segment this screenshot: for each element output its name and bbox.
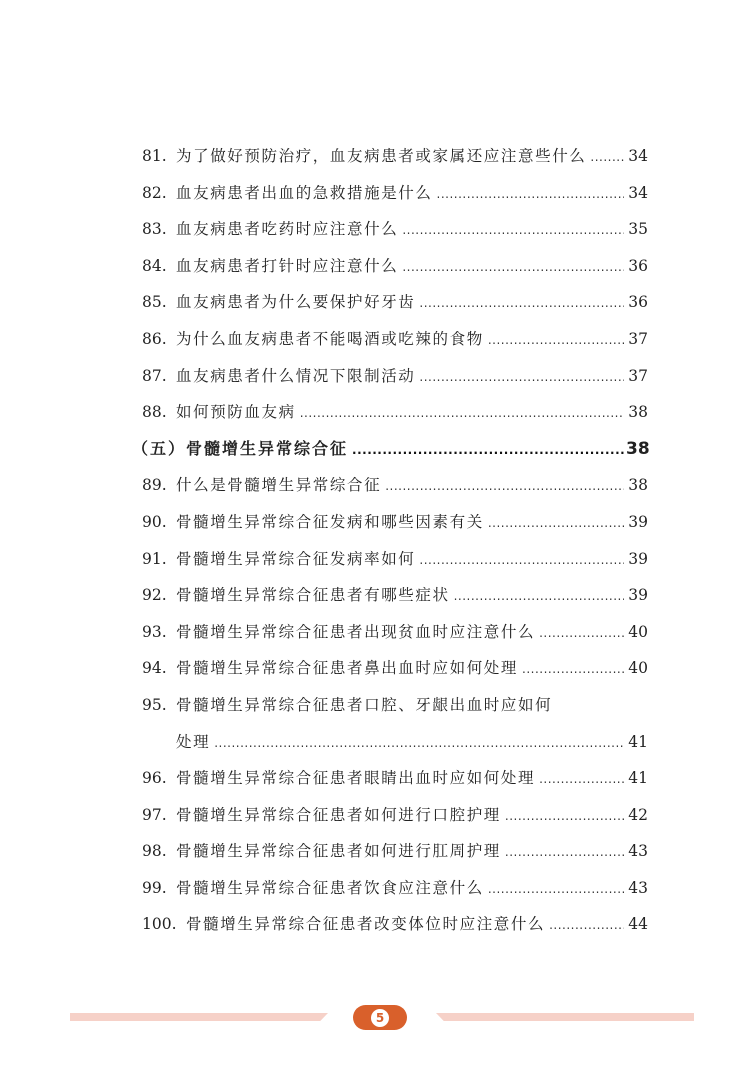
toc-entry[interactable] [142, 650, 648, 687]
entry-title: 骨髓增生异常综合征患者出现贫血时应注意什么 [176, 622, 536, 641]
dot-leader [437, 176, 624, 213]
entry-page: 35 [628, 220, 648, 239]
dot-leader [539, 761, 624, 798]
entry-number: 87. [142, 366, 167, 385]
dot-leader [539, 615, 624, 652]
entry-title: 骨髓增生异常综合征患者眼睛出血时应如何处理 [176, 769, 536, 788]
dot-leader [505, 798, 624, 835]
dot-leader [419, 542, 624, 579]
entry-number: 92. [142, 586, 167, 605]
toc-entry[interactable] [142, 138, 648, 175]
entry-page: 41 [628, 732, 648, 751]
page-number: 5 [371, 1009, 389, 1027]
toc-entry[interactable] [142, 175, 648, 212]
toc-entry[interactable] [142, 394, 648, 431]
entry-number: 89. [142, 476, 167, 495]
entry-page: 36 [628, 293, 648, 312]
toc-entry[interactable] [142, 614, 648, 651]
footer-decor-bar-right [436, 1013, 694, 1021]
entry-number: 96. [142, 769, 167, 788]
entry-title: 骨髓增生异常综合征患者如何进行肛周护理 [176, 842, 501, 861]
entry-title-continuation: 处理 [176, 732, 211, 751]
section-page: 38 [626, 438, 650, 459]
toc-entry[interactable] [142, 541, 648, 578]
entry-number: 90. [142, 512, 167, 531]
toc-entry[interactable] [142, 577, 648, 614]
entry-title: 血友病患者打针时应注意什么 [176, 256, 399, 275]
entry-number: 82. [142, 183, 167, 202]
entry-page: 43 [628, 842, 648, 861]
entry-title: 什么是骨髓增生异常综合征 [176, 476, 382, 495]
entry-title: 骨髓增生异常综合征发病和哪些因素有关 [176, 512, 484, 531]
entry-title: 血友病患者为什么要保护好牙齿 [176, 293, 416, 312]
entry-page: 34 [628, 147, 648, 165]
toc-entry[interactable] [142, 211, 648, 248]
toc-section-heading[interactable] [132, 431, 648, 468]
entry-title: 骨髓增生异常综合征患者改变体位时应注意什么 [186, 915, 546, 934]
entry-page: 39 [628, 512, 648, 531]
entry-number: 99. [142, 878, 167, 897]
entry-title: 如何预防血友病 [176, 403, 296, 422]
dot-leader [488, 505, 624, 542]
toc-entry[interactable] [142, 870, 648, 907]
entry-title: 血友病患者什么情况下限制活动 [176, 366, 416, 385]
dot-leader [300, 395, 624, 432]
toc-entry[interactable] [142, 687, 648, 724]
entry-page: 40 [628, 622, 648, 641]
dot-leader [549, 907, 624, 944]
toc-entry[interactable] [142, 797, 648, 834]
dot-leader [352, 432, 624, 469]
section-title: （五）骨髓增生异常综合征 [132, 438, 349, 458]
toc-entry[interactable] [142, 248, 648, 285]
entry-title: 骨髓增生异常综合征发病率如何 [176, 549, 416, 568]
entry-title: 骨髓增生异常综合征患者饮食应注意什么 [176, 878, 484, 897]
toc-entry[interactable] [142, 467, 648, 504]
entry-page: 37 [628, 366, 648, 385]
entry-page: 39 [628, 549, 648, 568]
dot-leader [402, 249, 624, 286]
entry-number: 83. [142, 220, 167, 239]
page-number-badge [353, 1005, 407, 1030]
dot-leader [522, 651, 624, 688]
dot-leader [402, 212, 624, 249]
entry-title: 血友病患者吃药时应注意什么 [176, 220, 399, 239]
entry-page: 38 [628, 403, 648, 422]
entry-page: 44 [628, 915, 648, 934]
dot-leader [385, 468, 624, 505]
entry-number: 93. [142, 622, 167, 641]
dot-leader [488, 322, 624, 359]
entry-title: 骨髓增生异常综合征患者口腔、牙龈出血时应如何 [176, 695, 553, 714]
dot-leader [590, 139, 624, 176]
entry-number: 91. [142, 549, 167, 568]
entry-page: 42 [628, 805, 648, 824]
entry-number: 88. [142, 403, 167, 422]
dot-leader [505, 834, 624, 871]
entry-page: 43 [628, 878, 648, 897]
toc-entry[interactable] [142, 833, 648, 870]
footer-decor-bar-left [70, 1013, 328, 1021]
toc-entry-continuation[interactable] [142, 724, 648, 761]
entry-page: 39 [628, 586, 648, 605]
dot-leader [214, 725, 624, 762]
entry-number: 100. [142, 915, 177, 934]
entry-number: 97. [142, 805, 167, 824]
entry-title: 骨髓增生异常综合征患者有哪些症状 [176, 586, 450, 605]
entry-page: 37 [628, 329, 648, 348]
entry-title: 骨髓增生异常综合征患者鼻出血时应如何处理 [176, 659, 519, 678]
dot-leader [419, 285, 624, 322]
entry-title: 骨髓增生异常综合征患者如何进行口腔护理 [176, 805, 501, 824]
entry-title: 血友病患者出血的急救措施是什么 [176, 183, 433, 202]
entry-title: 为了做好预防治疗，血友病患者或家属还应注意些什么 [176, 147, 587, 165]
toc-entry[interactable] [142, 358, 648, 395]
entry-page: 38 [628, 476, 648, 495]
entry-number: 86. [142, 329, 167, 348]
toc-entry[interactable] [142, 760, 648, 797]
entry-number: 81. [142, 147, 167, 165]
dot-leader [488, 871, 624, 908]
entry-title: 为什么血友病患者不能喝酒或吃辣的食物 [176, 329, 484, 348]
toc-entry[interactable] [142, 906, 648, 943]
toc-entry[interactable] [142, 284, 648, 321]
entry-number: 85. [142, 293, 167, 312]
entry-page: 41 [628, 769, 648, 788]
dot-leader [419, 359, 624, 396]
entry-number: 94. [142, 659, 167, 678]
entry-page: 40 [628, 659, 648, 678]
entry-number: 95. [142, 695, 167, 714]
entry-number: 84. [142, 256, 167, 275]
entry-page: 36 [628, 256, 648, 275]
table-of-contents [132, 138, 650, 943]
entry-page: 34 [628, 183, 648, 202]
toc-entry[interactable] [142, 321, 648, 358]
dot-leader [454, 578, 624, 615]
toc-entry[interactable] [142, 504, 648, 541]
entry-number: 98. [142, 842, 167, 861]
